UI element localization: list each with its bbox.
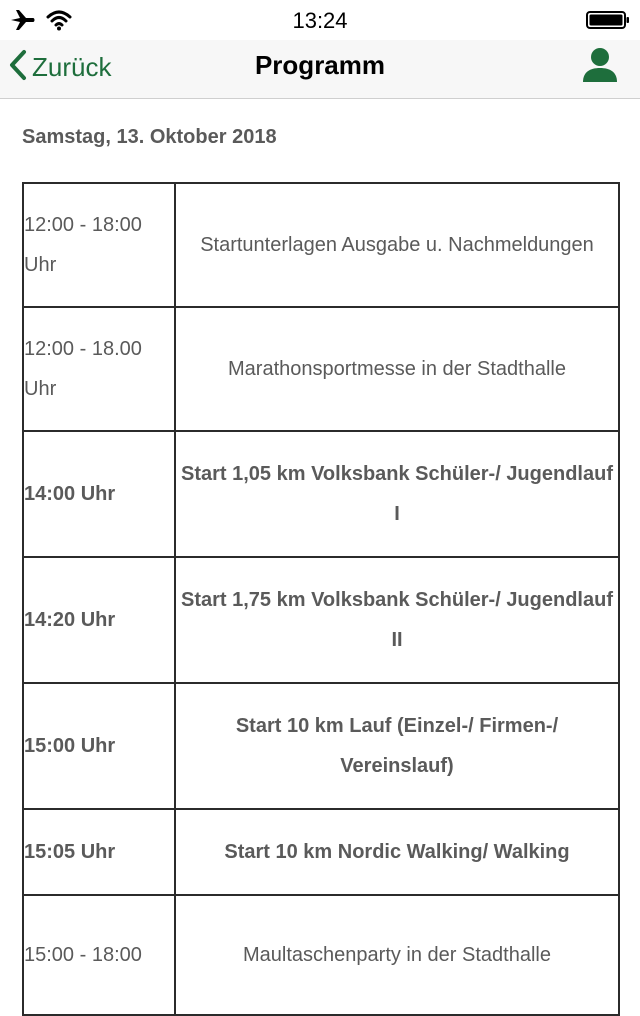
back-button[interactable] [8,49,111,85]
date-heading: Samstag, 13. Oktober 2018 [22,126,277,148]
time-cell: 14:00 Uhr [23,431,175,557]
time-cell: 15:00 Uhr [23,683,175,809]
battery-icon [586,11,630,29]
event-cell: Marathonsportmesse in der Stadthalle [175,307,619,431]
table-row [23,431,619,557]
table-row [23,809,619,895]
time-cell: 14:20 Uhr [23,557,175,683]
table-row [23,557,619,683]
time-cell: 15:05 Uhr [23,809,175,895]
table-row [23,683,619,809]
status-bar [0,0,640,40]
event-cell: Start 1,05 km Volksbank Schüler-/ Jugendlauf I [175,431,619,557]
navigation-bar [0,40,640,99]
time-cell: 12:00 - 18:00 Uhr [23,183,175,307]
profile-button[interactable] [580,46,620,86]
event-cell: Start 10 km Lauf (Einzel-/ Firmen-/ Vereinslauf) [175,683,619,809]
person-icon [580,73,620,90]
page-title: Programm [254,50,386,80]
schedule-table [22,182,620,1016]
time-cell: 12:00 - 18.00 Uhr [23,307,175,431]
event-cell: Maultaschenparty in der Stadthalle [175,895,619,1015]
back-label: Zurück [32,51,112,82]
table-row [23,895,619,1015]
status-time: 13:24 [292,8,348,33]
event-cell: Start 1,75 km Volksbank Schüler-/ Jugendlauf II [175,557,619,683]
table-row [23,307,619,431]
chevron-left-icon [8,49,28,86]
time-cell: 15:00 - 18:00 [23,895,175,1015]
table-row [23,183,619,307]
event-cell: Startunterlagen Ausgabe u. Nachmeldungen [175,183,619,307]
event-cell: Start 10 km Nordic Walking/ Walking [175,809,619,895]
